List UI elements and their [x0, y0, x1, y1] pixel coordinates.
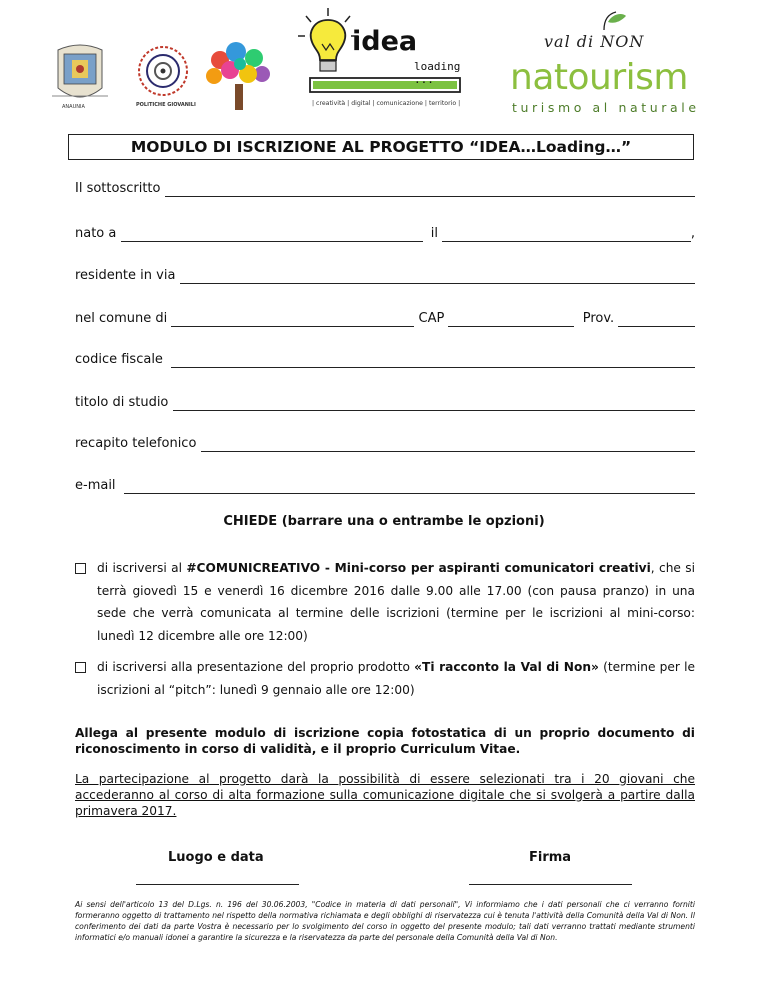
- row-residenza: [75, 264, 695, 284]
- option-comunicreativo: [75, 557, 695, 647]
- option1-post: , che si terrà giovedì 15 e venerdì 16 dicembre 2016 dalle 9.00 alle 17.00 (con pausa pranzo) in una sede che verrà comunicata al termine delle iscrizioni (termine per le iscrizioni al mini-corso: lunedì 12 dicembre alle ore 12:00): [97, 561, 696, 643]
- row-recapito: [75, 432, 695, 452]
- titolo-studio-field[interactable]: [173, 396, 695, 411]
- option2-title: «Ti racconto la Val di Non»: [414, 660, 599, 674]
- firma-field[interactable]: [469, 884, 632, 885]
- cap-label: CAP: [418, 311, 445, 326]
- people-tree-logo: [200, 38, 278, 114]
- politiche-giovanili-logo: [132, 42, 194, 114]
- idea-loading-logo: [288, 4, 470, 118]
- comune-label: nel comune di: [75, 311, 168, 326]
- sottoscritto-field[interactable]: [165, 182, 695, 197]
- chiede-heading: CHIEDE (barrare una o entrambe le opzioni): [223, 514, 545, 529]
- allega-paragraph: Allega al presente modulo di iscrizione copia fotostatica di un proprio documento di riconoscimento in corso di validità, e il proprio Curriculum Vitae.: [75, 726, 695, 756]
- email-label: e-mail: [75, 478, 116, 493]
- comune-field[interactable]: [171, 312, 414, 327]
- option1-title: #COMUNICREATIVO - Mini-corso per aspiranti comunicatori creativi: [186, 561, 651, 575]
- prov-field[interactable]: [618, 312, 695, 327]
- titolo-studio-label: titolo di studio: [75, 395, 169, 410]
- form-title: MODULO DI ISCRIZIONE AL PROGETTO “IDEA…Loading…”: [68, 134, 694, 160]
- il-label: il: [430, 226, 438, 241]
- recapito-label: recapito telefonico: [75, 436, 197, 451]
- idea-word: idea: [352, 26, 418, 57]
- row-sottoscritto: [75, 177, 695, 197]
- luogo-nascita-field[interactable]: [121, 227, 423, 242]
- crest-caption: ANAUNIA: [62, 104, 85, 110]
- option2-checkbox[interactable]: [75, 662, 86, 673]
- recapito-field[interactable]: [201, 437, 695, 452]
- natourism-wordmark: natourism: [510, 57, 688, 98]
- prov-label: Prov.: [582, 311, 615, 326]
- cap-field[interactable]: [448, 312, 574, 327]
- nato-a-label: nato a: [75, 226, 117, 241]
- luogo-data-field[interactable]: [136, 884, 299, 885]
- natourism-tagline: turismo al naturale: [512, 100, 700, 115]
- option1-checkbox[interactable]: [75, 563, 86, 574]
- luogo-data-label: Luogo e data: [168, 850, 264, 865]
- partecipazione-paragraph: La partecipazione al progetto darà la possibilità di essere selezionati tra i 20 giovani che accederanno al corso di alta formazione sulla comunicazione digitale che si svolgerà a partire dalla primavera 2017.: [75, 772, 695, 818]
- option-pitch: [75, 656, 695, 701]
- anaunia-crest-logo: [48, 40, 112, 118]
- codice-fiscale-label: codice fiscale: [75, 352, 163, 367]
- codice-fiscale-field[interactable]: [171, 353, 695, 368]
- comma: ,: [690, 226, 695, 241]
- privacy-notice: Ai sensi dell'articolo 13 del D.Lgs. n. 196 del 30.06.2003, "Codice in materia di dati personali", Vi informiamo che i dati personali che ci verranno forniti formeranno oggetto di trattamento nel rispetto della normativa richiamata e degli obblighi di riservatezza cui è tenuta l'attività della Comunità della Val di Non. Il conferimento dei dati da parte Vostra è necessario per lo svolgimento del corso in oggetto del presente modulo; tali dati verranno trattati mediante strumenti informatici e/o manuali idonei a garantire la sicurezza e la riservatezza da parte del personale della Comunità della Val di Non.: [75, 900, 695, 942]
- natourism-logo: [508, 57, 700, 118]
- firma-label: Firma: [529, 850, 572, 865]
- idea-loading-text: loading ...: [414, 60, 461, 86]
- option2-pre: di iscriversi alla presentazione del proprio prodotto: [97, 660, 415, 674]
- data-nascita-field[interactable]: [442, 227, 691, 242]
- row-email: [75, 474, 695, 494]
- via-field[interactable]: [180, 269, 695, 284]
- val-di-non-logo: [538, 10, 668, 58]
- pg-caption: POLITICHE GIOVANILI: [136, 102, 196, 108]
- option2-post: (termine per le iscrizioni al “pitch”: lunedì 9 gennaio alle ore 12:00): [97, 660, 695, 697]
- sottoscritto-label: Il sottoscritto: [75, 181, 161, 196]
- residente-label: residente in via: [75, 268, 176, 283]
- row-comune: [75, 307, 695, 327]
- valdinon-wordmark: val di NON: [544, 32, 645, 51]
- row-codice-fiscale: [75, 348, 695, 368]
- row-titolo-studio: [75, 391, 695, 411]
- row-nascita: [75, 222, 695, 242]
- idea-tagline: | creatività | digital | comunicazione | territorio |: [312, 100, 461, 107]
- option1-pre: di iscriversi al: [97, 561, 187, 575]
- email-field[interactable]: [124, 479, 695, 494]
